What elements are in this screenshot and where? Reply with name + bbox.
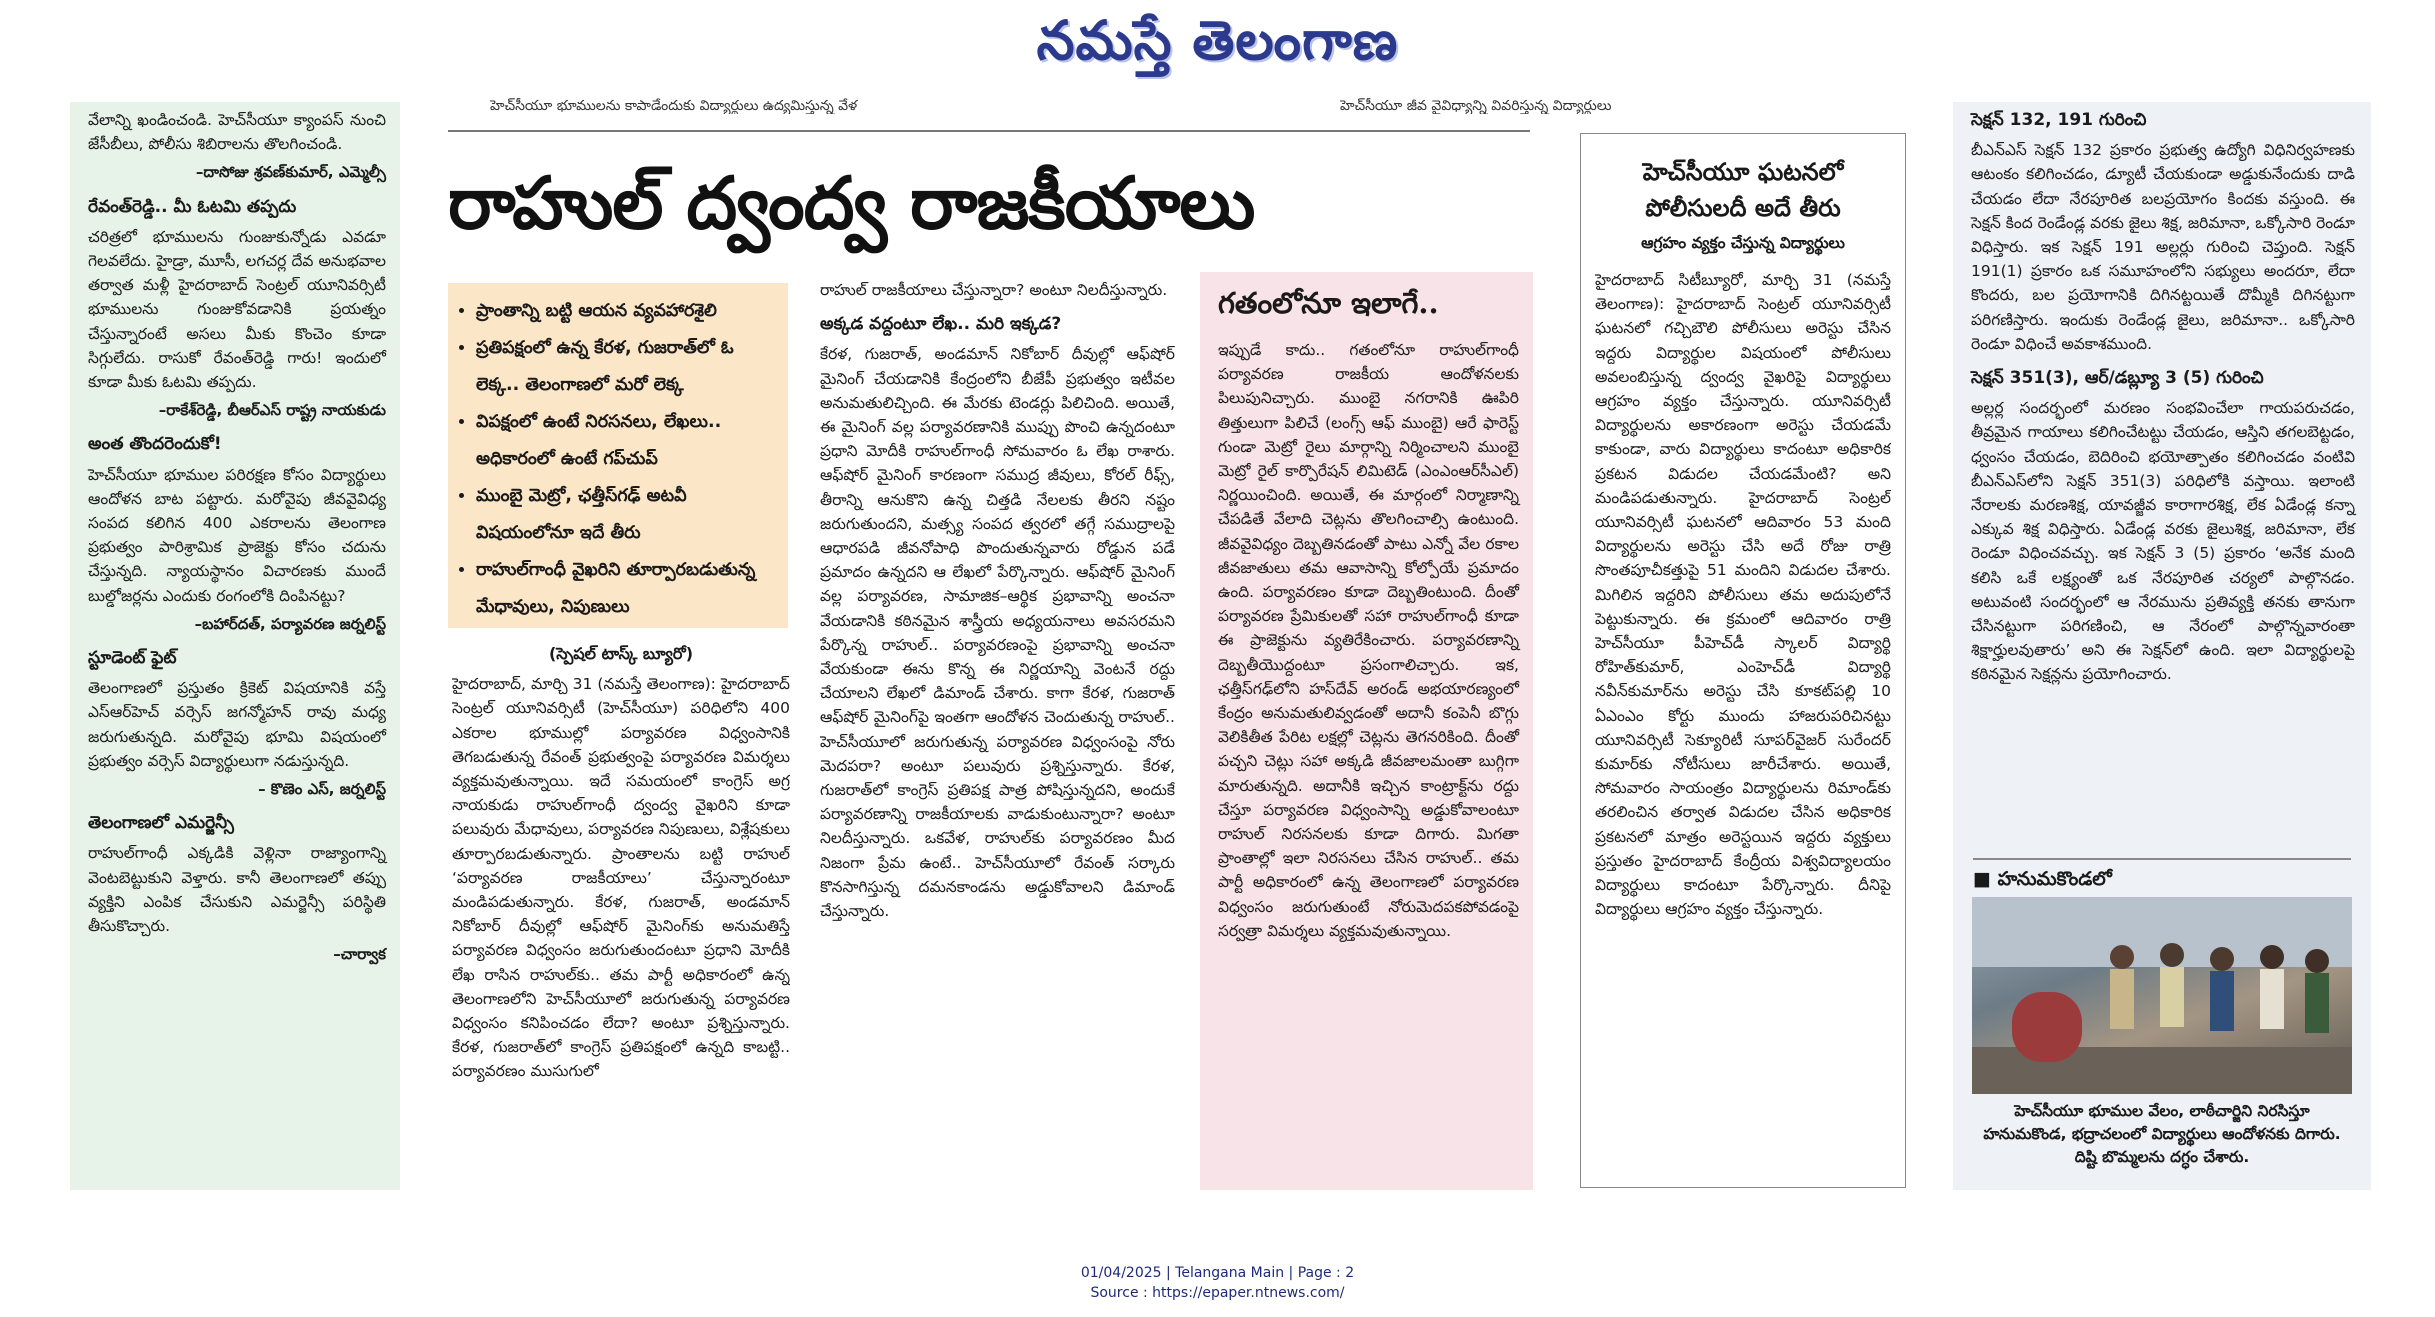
- cut-line-left: హెచ్‌సీయూ భూములను కాపాడేందుకు విద్యార్థులు ఉద్యమిస్తున్న వేళ: [490, 98, 858, 114]
- main-story-text-2b: కేరళ, గుజరాత్, అండమాన్ నికోబార్ దీవుల్లో ఆఫ్‌షోర్ మైనింగ్ చేయడానికి కేంద్రంలోని బీజేపీ ప్రభుత్వం ఇటీవల అనుమతులిచ్చింది. ఈ మేరకు టెండర్లు పిలిచింది. అయితే, ఈ మైనింగ్ వల్ల పర్యావరణానికి ముప్పు పొంచి ఉన్నదంటూ ప్రధాని మోదీకి రాహుల్‌గాంధీ సోమవారం ఓ లేఖ రాశారు. ఆఫ్‌షోర్ మైనింగ్ కారణంగా సముద్ర జీవులు, కోరల్ రీఫ్స్, తీరాన్ని ఆనుకొని ఉన్న చిత్తడి నేలలకు తీరని నష్టం జరుగుతుందని, మత్స్య సంపద త్వరలో తగ్గే సముద్రాలపై ఆధారపడి జీవనోపాధి పొందుతున్నవారు రోడ్డున పడే ప్రమాదం ఉన్నదని ఆ లేఖలో పేర్కొన్నారు. ఆఫ్‌షోర్ మైనింగ్ వల్ల పర్యావరణ, సామాజిక–ఆర్థిక ప్రభావాన్ని అంచనా వేయడానికి కఠినమైన శాస్త్రీయ అధ్యయనాలు అవసరమని పేర్కొన్న రాహుల్.. పర్యావరణంపై ప్రభావాన్ని అంచనా వేయకుండా ఈను కొన్న ఈ నిర్ణయాన్ని వెంటనే రద్దు చేయాలని లేఖలో డిమాండ్ చేశారు. కాగా కేరళ, గుజరాత్ ఆఫ్‌షోర్ మైనింగ్‌పై ఇంతగా ఆందోళన చెందుతున్న రాహుల్.. హెచ్‌సీయూలో జరుగుతున్న పర్యావరణ విధ్వంసంపై నోరు మెదపరా? అంటూ పలువురు ప్రశ్నిస్తున్నారు. కేరళ, గుజరాత్‌లో కాంగ్రెస్ ప్రతిపక్ష పాత్ర పోషిస్తున్నదని, అందుకే పర్యావరణాన్ని రాజకీయాలకు వాడుకుంటున్నారా? అంటూ నిలదీస్తున్నారు. ఒకవేళ, రాహుల్‌కు పర్యావరణం మీద నిజంగా ప్రేమ ఉంటే.. హెచ్‌సీయూలో రేవంత్ సర్కారు కొనసాగిస్తున్న దమనకాండను అడ్డుకోవాలని డిమాండ్ చేస్తున్నారు.: [820, 345, 1175, 921]
- left-heading-4: తెలంగాణలో ఎమర్జెన్సీ: [88, 813, 234, 834]
- highlight-item: • ప్రాంతాన్ని బట్టి ఆయన వ్యవహారశైలి: [476, 293, 774, 330]
- left-opinion-column: [70, 102, 400, 1190]
- left-heading-2: అంత తొందరెందుకో!: [88, 434, 222, 455]
- left-para-2: హెచ్‌సీయూ భూముల పరిరక్షణ కోసం విద్యార్థులు ఆందోళన బాట పట్టారు. మరోవైపు జీవవైవిధ్య సంపద కలిగిన 400 ఎకరాలను తెలంగాణ ప్రభుత్వం పారిశ్రామిక ప్రాజెక్టు కోసం చదును చేస్తున్నది. న్యాయస్థానం విచారణకు ముందే బుల్డోజర్లను ఎందుకు రంగంలోకి దింపినట్టు?: [88, 465, 386, 605]
- main-story-column-2: [820, 278, 1175, 1193]
- framed-story-body: హైదరాబాద్ సిటీబ్యూరో, మార్చి 31 (నమస్తే తెలంగాణ): హైదరాబాద్ సెంట్రల్ యూనివర్సిటీ ఘటనలో గచ్చిబౌలి పోలీసులు అరెస్టు చేసిన ఇద్దరు విద్యార్థుల విషయంలో పోలీసులు అవలంబిస్తున్న ద్వంద్వ వైఖరిపై విద్యార్థులు ఆగ్రహం వ్యక్తం చేస్తున్నారు. యూనివర్సిటీ విద్యార్థులను అకారణంగా అరెస్టు చేయడమే కాకుండా, వారు విద్యార్థులు కాదంటూ అధికారిక ప్రకటన విడుదల చేయడమేంటి? అని మండిపడుతున్నారు. హైదరాబాద్ సెంట్రల్ యూనివర్సిటీ ఘటనలో ఆదివారం 53 మంది విద్యార్థులను అరెస్టు చేసి అదే రోజు రాత్రి సొంతపూచీకత్తుపై 51 మందిని విడుదల చేశారు. మిగిలిన ఇద్దరిని పోలీసులు తమ అదుపులోనే పెట్టుకున్నారు. ఈ క్రమంలో ఆదివారం రాత్రి హెచ్‌సీయూ పీహెచ్‌డీ స్కాలర్ విద్యార్థి రోహిత్‌కుమార్, ఎంహెచ్‌డీ విద్యార్థి నవీన్‌కుమార్‌ను అరెస్టు చేసి కూకట్‌పల్లి 10 ఏఎంఎం కోర్టు ముందు హాజరుపరిచినట్టు యూనివర్సిటీ సెక్యూరిటీ సూపర్‌వైజర్ సురేందర్ కుమార్‌కు నోటీసులు జారీచేశారు. అయితే, సోమవారం సాయంత్రం విద్యార్థులను రిమాండ్‌కు తరలించిన తర్వాత విడుదల చేసిన అధికారిక ప్రకటనలో మాత్రం అరెస్టయిన ఇద్దరు వ్యక్తులు ప్రస్తుతం హైదరాబాద్ కేంద్రీయ విశ్వవిద్యాలయం విద్యార్థులు కాదంటూ పేర్కొన్నారు. దీనిపై విద్యార్థులు ఆగ్రహం వ్యక్తం చేస్తున్నారు.: [1595, 271, 1891, 919]
- photo-heading: హనుమకొండలో: [1997, 868, 2112, 890]
- right-heading-2: సెక్షన్ 351(3), ఆర్/డబ్ల్యూ 3 (5) గురించి: [1971, 368, 2264, 389]
- masthead: [0, 0, 2435, 95]
- highlights-box: [448, 283, 788, 628]
- main-headline: రాహుల్ ద్వంద్వ రాజకీయాలు: [448, 160, 1255, 245]
- main-story-text-1: హైదరాబాద్, మార్చి 31 (నమస్తే తెలంగాణ): హైదరాబాద్ సెంట్రల్ యూనివర్సిటీ (హెచ్‌సీయూ) పరిధిలోని 400 ఎకరాల భూముల్లో పర్యావరణ విధ్వంసానికి తెగబడుతున్న రేవంత్ ప్రభుత్వంపై పర్యావరణ విమర్శలు వ్యక్తమవుతున్నాయి. ఇదే సమయంలో కాంగ్రెస్ అగ్ర నాయకుడు రాహుల్‌గాంధీ ద్వంద్వ వైఖరిని కూడా పలువురు మేధావులు, పర్యావరణ నిపుణులు, విశ్లేషకులు తూర్పారబడుతున్నారు. ప్రాంతాలను బట్టి రాహుల్ ‘పర్యావరణ రాజకీయాలు’ చేస్తున్నారంటూ మండిపడుతున్నారు. కేరళ, గుజరాత్, అండమాన్ నికోబార్ దీవుల్లో ఆఫ్‌షోర్ మైనింగ్‌కు అనుమతిస్తే పర్యావరణ విధ్వంసం జరుగుతుందంటూ ప్రధాని మోదీకి లేఖ రాసిన రాహుల్‌కు.. తమ పార్టీ అధికారంలో ఉన్న తెలంగాణలోని హెచ్‌సీయూలో జరుగుతున్న పర్యావరణ విధ్వంసం కనిపించడం లేదా? అంటూ ప్రశ్నిస్తున్నారు. కేరళ, గుజరాత్‌లో కాంగ్రెస్ ప్రతిపక్షంలో ఉన్నది కాబట్టి.. పర్యావరణం ముసుగులో: [452, 675, 790, 1081]
- page-footer: [0, 1263, 2435, 1303]
- highlight-item: • ముంబై మెట్రో, ఛత్తీస్‌గఢ్ అటవీ విషయంలోనూ ఇదే తీరు: [476, 478, 774, 552]
- left-intro: వేలాన్ని ఖండించండి. హెచ్‌సీయూ క్యాంపస్ నుంచి జేసీబీలు, పోలీసు శిబిరాలను తొలగించండి.: [88, 111, 386, 154]
- sidebar-story-body: ఇప్పుడే కాదు.. గతంలోనూ రాహుల్‌గాంధీ పర్యావరణ రాజకీయ ఆందోళనలకు పిలుపునిచ్చారు. ముంబై నగరానికి ఊపిరి తిత్తులుగా పిలిచే (లంగ్స్ ఆఫ్ ముంబై) ఆరే ఫారెస్ట్ గుండా మెట్రో రైలు మార్గాన్ని నిర్మించాలని ముంబై మెట్రో రైల్ కార్పొరేషన్ లిమిటెడ్ (ఎంఎంఆర్‌సీఎల్) నిర్ణయించింది. అయితే, ఈ మార్గంలో నిర్మాణాన్ని చేపడితే వేలాది చెట్లను తొలగించాల్సి ఉంటుంది. జీవవైవిధ్యం దెబ్బతినడంతో పాటు ఎన్నో వేల రకాల జీవజాతులు తమ ఆవాసాన్ని కోల్పోయే ప్రమాదం ఉంది. పర్యావరణం కూడా దెబ్బతింటుంది. దీంతో పర్యావరణ ప్రేమికులతో సహా రాహుల్‌గాంధీ కూడా ఈ ప్రాజెక్టును వ్యతిరేకించారు. పర్యావరణాన్ని దెబ్బతీయొద్దంటూ ప్రసంగాలిచ్చారు. ఇక, ఛత్తీస్‌గఢ్‌లోని హస్‌దేవ్ అరండ్ అభయారణ్యంలో కేంద్రం అనుమతులివ్వడంతో అదానీ కంపెనీ బొగ్గు వెలికితీత పేరిట లక్షల్లో చెట్లను తెగనరికింది. దీంతో పచ్చని చెట్లు సహా అక్కడి జీవజాలమంతా బుగ్గిగా మారుతున్నది. అదానీకి ఇచ్చిన కాంట్రాక్ట్‌ను రద్దు చేస్తూ పర్యావరణ విధ్వంసాన్ని అడ్డుకోవాలంటూ రాహుల్ నిరసనలకు కూడా దిగారు. మిగతా ప్రాంతాల్లో ఇలా నిరసనలు చేసిన రాహుల్.. తమ పార్టీ అధికారంలో ఉన్న తెలంగాణలో పర్యావరణ విధ్వంసం జరుగుతుంటే నోరుమెదపకపోవడంపై సర్వత్రా విమర్శలు వ్యక్తమవుతున్నాయి.: [1218, 341, 1519, 940]
- framed-story: [1580, 133, 1906, 1188]
- left-heading-1: రేవంత్‌రెడ్డి.. మీ ఓటమి తప్పదు: [88, 196, 297, 217]
- footer-source-line: Source : https://epaper.ntnews.com/: [1090, 1285, 1345, 1301]
- right-para-1: బీఎన్‌ఎస్ సెక్షన్ 132 ప్రకారం ప్రభుత్వ ఉద్యోగి విధినిర్వహణకు ఆటంకం కలిగించడం, డ్యూటీ చేయకుండా అడ్డుకునేందుకు దాడి చేయడం లేదా నేరపూరిత బలప్రయోగం కిందకు వస్తుంది. ఈ సెక్షన్ కింద రెండేండ్ల వరకు జైలు శిక్ష, జరిమానా, ఒక్కోసారి రెండూ విధిస్తారు. ఇక సెక్షన్ 191 అల్లర్లు గురించి చెప్తుంది. సెక్షన్ 191(1) ప్రకారం ఒక సమూహంలోని సభ్యులు అందరూ, లేదా కొందరు, బల ప్రయోగానికి దిగినట్టయితే దొమ్మీకి దిగినట్టుగా పరిగణిస్తారు. ఇందుకు రెండేండ్ల జైలు, జరిమానా.. ఒక్కోసారి రెండూ విధించే అవకాశముంది.: [1971, 141, 2355, 353]
- highlight-item: • విపక్షంలో ఉంటే నిరసనలు, లేఖలు.. అధికారంలో ఉంటే గప్‌చుప్: [476, 404, 774, 478]
- main-story-column-1: [452, 636, 790, 1196]
- masthead-title: నమస్తే తెలంగాణ: [1036, 8, 1399, 72]
- protest-photo-illustration: [1972, 897, 2352, 1094]
- left-para-1: చరిత్రలో భూములను గుంజుకున్నోడు ఎవడూ గెలవలేదు. హైడ్రా, మూసీ, లగచర్ల దేవ అనుభవాల తర్వాత మళ్లీ హైదరాబాద్ సెంట్రల్ యూనివర్సిటీ భూములను గుంజుకోవడానికి ప్రయత్నం చేస్తున్నారంటే అసలు మీకు కొంచెం కూడా సిగ్గులేదు. రాసుకో రేవంత్‌రెడ్డి గారు! ఇందులో కూడా మీకు ఓటమి తప్పదు.: [88, 227, 386, 392]
- left-para-4: రాహుల్‌గాంధీ ఎక్కడికి వెళ్లినా రాజ్యాంగాన్ని వెంటబెట్టుకుని వెళ్తారు. కానీ తెలంగాణలో తప్పు వ్యక్తిని ఎంపిక చేసుకుని ఎమర్జెన్సీ పరిస్థితి తీసుకొచ్చారు.: [88, 844, 386, 936]
- right-heading-1: సెక్షన్ 132, 191 గురించి: [1971, 110, 2147, 130]
- bullet-square-icon: ■: [1973, 868, 1998, 890]
- main-story-text-2: రాహుల్ రాజకీయాలు చేస్తున్నారా? అంటూ నిలదీస్తున్నారు.: [820, 281, 1168, 299]
- left-column-text: [70, 102, 400, 967]
- protest-photo: [1972, 897, 2352, 1094]
- highlight-item: • ప్రతిపక్షంలో ఉన్న కేరళ, గుజరాత్‌లో ఓ లెక్క.. తెలంగాణలో మరో లెక్క: [476, 330, 774, 404]
- left-intro-signature: –దాసోజు శ్రవణ్‌కుమార్, ఎమ్మెల్సీ: [195, 163, 386, 182]
- left-para-3: తెలంగాణలో ప్రస్తుతం క్రికెట్ విషయానికి వస్తే ఎస్‌ఆర్‌హెచ్ వర్సెస్ జగన్మోహన్ రావు మధ్య జరుగుతున్నది. మరోవైపు భూమి విషయంలో ప్రభుత్వం వర్సెస్ విద్యార్థులుగా నడుస్తున్నది.: [88, 679, 386, 770]
- highlight-item: • రాహుల్‌గాంధీ వైఖరిని తూర్పారబడుతున్న మేధావులు, నిపుణులు: [476, 552, 774, 626]
- footer-edition-line: 01/04/2025 | Telangana Main | Page : 2: [1080, 1265, 1355, 1281]
- sidebar-story-box: [1200, 272, 1533, 1190]
- left-heading-3: స్టూడెంట్ ఫైట్: [88, 648, 177, 669]
- left-signature-2: –బహార్‌దత్, పర్యావరణ జర్నలిస్ట్: [194, 614, 386, 633]
- sidebar-story-title: గతంలోనూ ఇలాగే..: [1218, 286, 1439, 320]
- framed-story-title: హెచ్‌సీయూ ఘటనలో పోలీసులదీ అదే తీరు: [1642, 157, 1844, 222]
- left-signature-1: –రాకేశ్‌రెడ్డి, బీఆర్‌ఎస్ రాష్ట్ర నాయకుడు: [158, 401, 386, 420]
- photo-caption: హెచ్‌సీయూ భూముల వేలం, లాఠీచార్జిని నిరసిస్తూ హనుమకొండ, భద్రాచలంలో విద్యార్థులు ఆందోళనకు దిగారు. దిష్టి బొమ్మలను దగ్ధం చేశారు.: [1983, 1102, 2341, 1166]
- right-para-2: అల్లర్ల సందర్భంలో మరణం సంభవించేలా గాయపరుచడం, తీవ్రమైన గాయాలు కలిగించేటట్టు చేయడం, ఆస్తిని తగలబెట్టడం, ధ్వంసం చేయడం, బెదిరించి భయోత్పాతం కలిగించడం వంటివి బీఎన్‌ఎస్‌లోని సెక్షన్ 351(3) పరిధిలోకి వస్తాయి. ఇలాంటి నేరాలకు మరణశిక్ష, యావజ్జీవ కారాగారశిక్ష, లేక ఏడేండ్ల కన్నా ఎక్కువ శిక్ష విధిస్తారు. ఏడేండ్ల వరకు జైలుశిక్ష, జరిమానా, లేక రెండూ విధించవచ్చు. ఇక సెక్షన్ 3 (5) ప్రకారం ‘అనేక మంది కలిసి ఒకే లక్ష్యంతో ఒక నేరపూరిత చర్యలో పాల్గొనడం. అటువంటి సందర్భంలో ఆ నేరమును ప్రతివ్యక్తి తనకు తానుగా చేసినట్టుగా పరిగణించి, ఆ నేరంలో పాల్గొన్నవారంతా శిక్షార్హులవుతారు’ అని ఈ సెక్షన్‌లో ఉంది. ఇలా విద్యార్థులపై కఠినమైన సెక్షన్లను ప్రయోగించారు.: [1971, 399, 2355, 684]
- right-column-text: [1953, 102, 2371, 846]
- cut-line-right: హెచ్‌సీయూ జీవ వైవిధ్యాన్ని వివరిస్తున్న విద్యార్థులు: [1340, 98, 1612, 114]
- byline: (స్పెషల్ టాస్క్ బ్యూరో): [548, 644, 694, 663]
- right-column-divider: [1973, 858, 2351, 860]
- framed-story-subtitle: ఆగ్రహం వ్యక్తం చేస్తున్న విద్యార్థులు: [1641, 234, 1845, 252]
- photo-heading-row: [1973, 868, 2371, 895]
- left-signature-4: –చార్వాక: [333, 945, 386, 964]
- left-signature-3: – కొణెం ఎస్, జర్నలిస్ట్: [258, 780, 386, 799]
- headline-top-rule: [448, 130, 1530, 132]
- highlights-list: [462, 293, 774, 626]
- main-story-subhead: అక్కడ వద్దంటూ లేఖ.. మరి ఇక్కడ?: [820, 314, 1062, 335]
